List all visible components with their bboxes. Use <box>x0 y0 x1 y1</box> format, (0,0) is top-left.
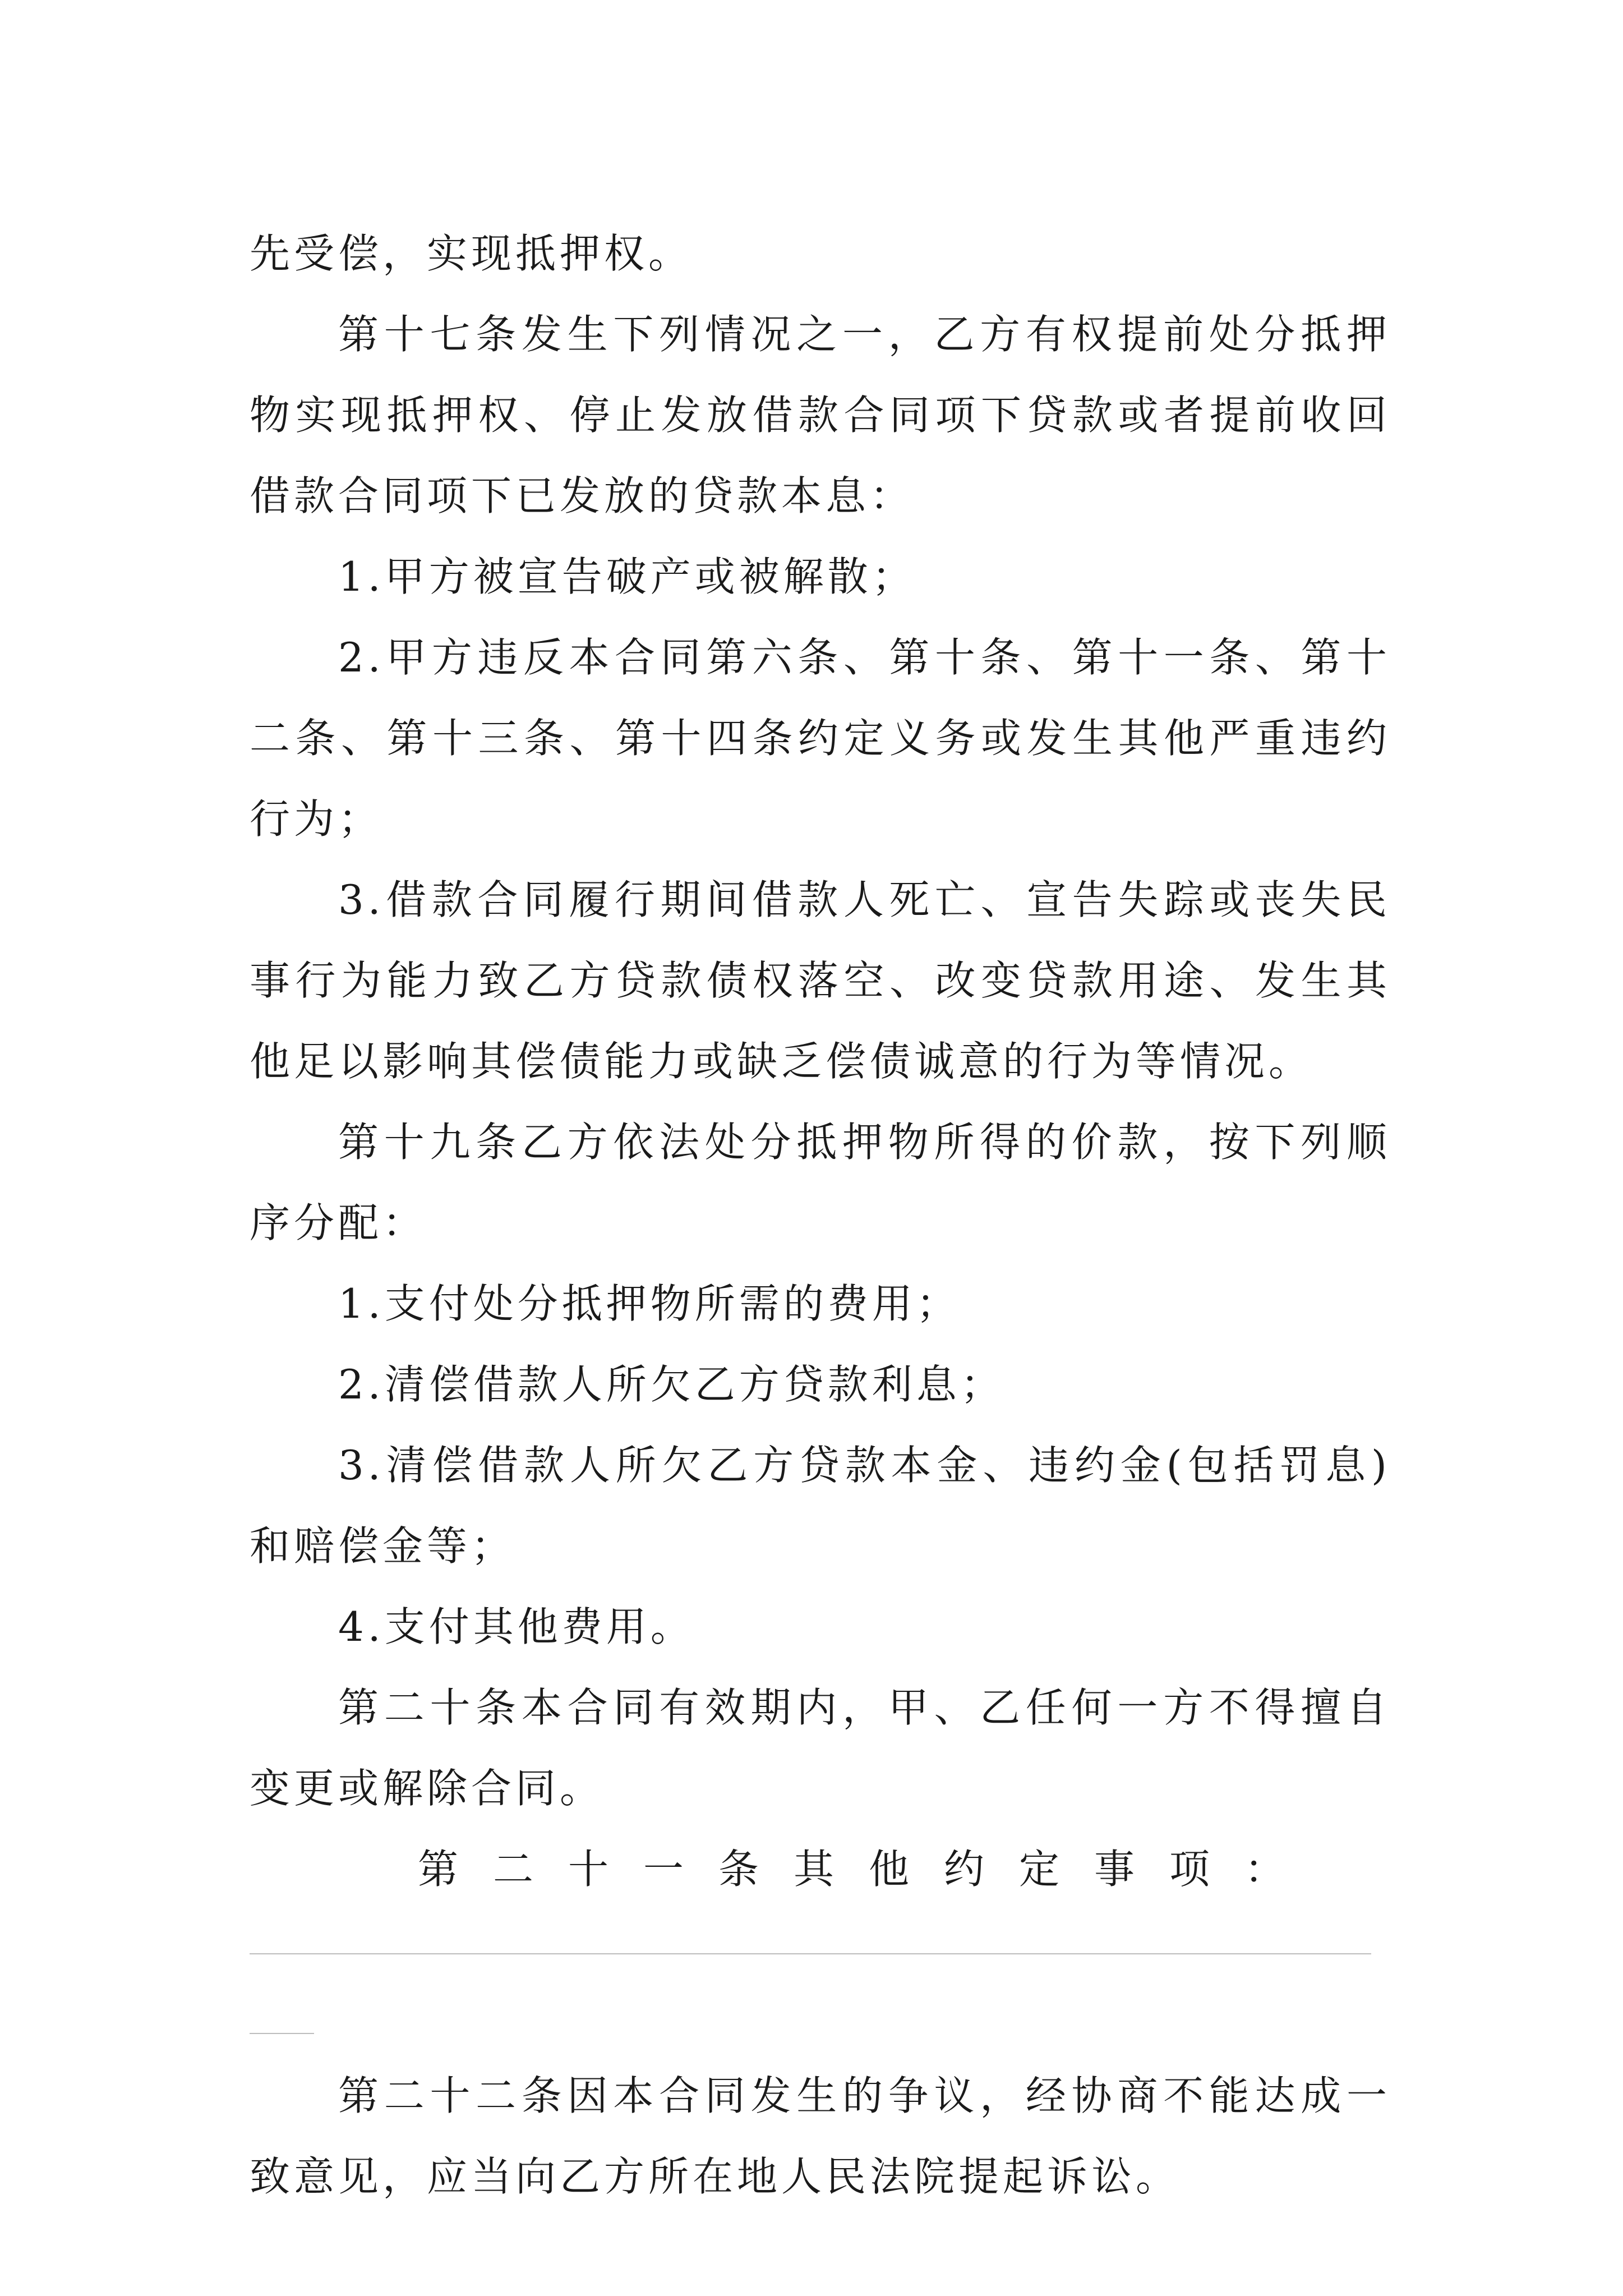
list-item-17-3: 3.借款合同履行期间借款人死亡、宣告失踪或丧失民事行为能力致乙方贷款债权落空、改变贷款用途、发生其他足以影响其偿债能力或缺乏偿债诚意的行为等情况。 <box>250 876 1391 1085</box>
paragraph-article-21: 第二十一条其他约定事项： <box>418 1846 1320 1893</box>
list-item-19-3: 3.清偿借款人所欠乙方贷款本金、违约金(包括罚息)和赔偿金等； <box>250 1442 1391 1570</box>
paragraph-article-22: 第二十二条因本合同发生的争议，经协商不能达成一致意见，应当向乙方所在地人民法院提起诉讼。 <box>250 2072 1391 2200</box>
paragraph-article-17: 第十七条发生下列情况之一，乙方有权提前处分抵押物实现抵押权、停止发放借款合同项下贷款或者提前收回借款合同项下已发放的贷款本息： <box>250 311 1391 519</box>
blank-fill-line-end <box>250 2033 314 2034</box>
paragraph-continuation: 先受偿，实现抵押权。 <box>250 230 693 277</box>
list-item-17-1: 1.甲方被宣告破产或被解散； <box>338 553 916 600</box>
paragraph-article-19: 第十九条乙方依法处分抵押物所得的价款，按下列顺序分配： <box>250 1119 1391 1246</box>
document-page <box>250 213 1391 2217</box>
blank-fill-line <box>250 1953 1371 1954</box>
list-item-19-2: 2.清偿借款人所欠乙方贷款利息； <box>338 1361 1005 1408</box>
list-item-17-2: 2.甲方违反本合同第六条、第十条、第十一条、第十二条、第十三条、第十四条约定义务或发生其他严重违约行为； <box>250 634 1391 843</box>
list-item-19-1: 1.支付处分抵押物所需的费用； <box>338 1280 961 1327</box>
list-item-19-4: 4.支付其他费用。 <box>338 1603 695 1650</box>
paragraph-article-20: 第二十条本合同有效期内，甲、乙任何一方不得擅自变更或解除合同。 <box>250 1684 1391 1812</box>
